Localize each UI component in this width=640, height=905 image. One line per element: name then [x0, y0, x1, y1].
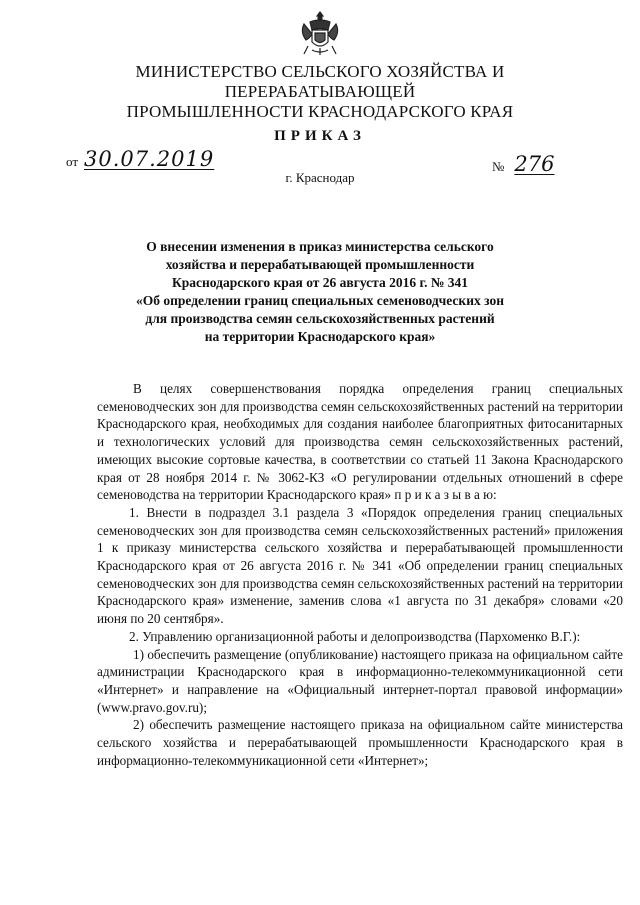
order-subject: [110, 238, 530, 346]
order-title: ПРИКАЗ: [274, 128, 366, 144]
number-value: 276: [514, 152, 555, 176]
item-1-paragraph: 1. Внести в подраздел 3.1 раздела 3 «Порядок определения границ специальных семеноводческих зон для производства семян сельскохозяйственных растений» приложения 1 к приказу министерства сельского хозяйства и перерабатывающей промышленности Краснодарского края от 26 августа 2016 г. № 341 «Об определении границ специальных семеноводческих зон для производства семян сельскохозяйственных растений на территории Краснодарского края» изменение, заменив слова «1 августа по 31 декабря» словами «20 июня по 20 сентября».: [97, 504, 623, 627]
subject-line: «Об определении границ специальных семеноводческих зон: [135, 293, 504, 308]
subject-line: О внесении изменения в приказ министерства сельского: [146, 239, 494, 254]
item-2-2-paragraph: 2) обеспечить размещение настоящего приказа на официальном сайте министерства сельского хозяйства и перерабатывающей промышленности Краснодарского края в информационно-телекоммуникационной сети «Интернет»;: [97, 717, 623, 768]
ministry-name: [40, 62, 600, 122]
number-prefix: №: [492, 159, 505, 174]
preamble-paragraph: В целях совершенствования порядка определения границ специальных семеноводческих зон для производства семян сельскохозяйственных растений на территории Краснодарского края, необходимых для создания наиболее благоприятных фитосанитарных и технологических условий для производства семян сельскохозяйственных растений, имеющих высокие сортовые качества, в соответствии со статьей 11 Закона Краснодарского края от 28 ноября 2014 г. № 3062-КЗ «О регулировании отдельных отношений в сфере семеноводства на территории Краснодарского края» п р и к а з ы в а ю:: [97, 381, 623, 503]
subject-line: на территории Краснодарского края»: [204, 329, 436, 344]
subject-line: хозяйства и перерабатывающей промышленности: [165, 257, 475, 272]
date-value: 30.07.2019: [84, 147, 215, 171]
coat-of-arms-icon: [298, 8, 342, 58]
order-date: [66, 147, 214, 171]
ministry-line-2: ПРОМЫШЛЕННОСТИ КРАСНОДАРСКОГО КРАЯ: [126, 102, 514, 121]
subject-line: Краснодарского края от 26 августа 2016 г. № 341: [171, 275, 469, 290]
item-2-paragraph: 2. Управлению организационной работы и делопроизводства (Пархоменко В.Г.):: [129, 628, 581, 644]
ministry-line-1: МИНИСТЕРСТВО СЕЛЬСКОГО ХОЗЯЙСТВА И ПЕРЕРАБАТЫВАЮЩЕЙ: [135, 62, 505, 101]
subject-line: для производства семян сельскохозяйственных растений: [145, 311, 495, 326]
city: г. Краснодар: [285, 170, 355, 185]
item-2-1-paragraph: 1) обеспечить размещение (опубликование) настоящего приказа на официальном сайте администрации Краснодарского края в информационно-телекоммуникационной сети «Интернет» и направление на «Официальный интернет-портал правовой информации» (www.pravo.gov.ru);: [97, 646, 623, 715]
date-prefix: от: [66, 154, 79, 169]
order-body: [97, 380, 623, 769]
